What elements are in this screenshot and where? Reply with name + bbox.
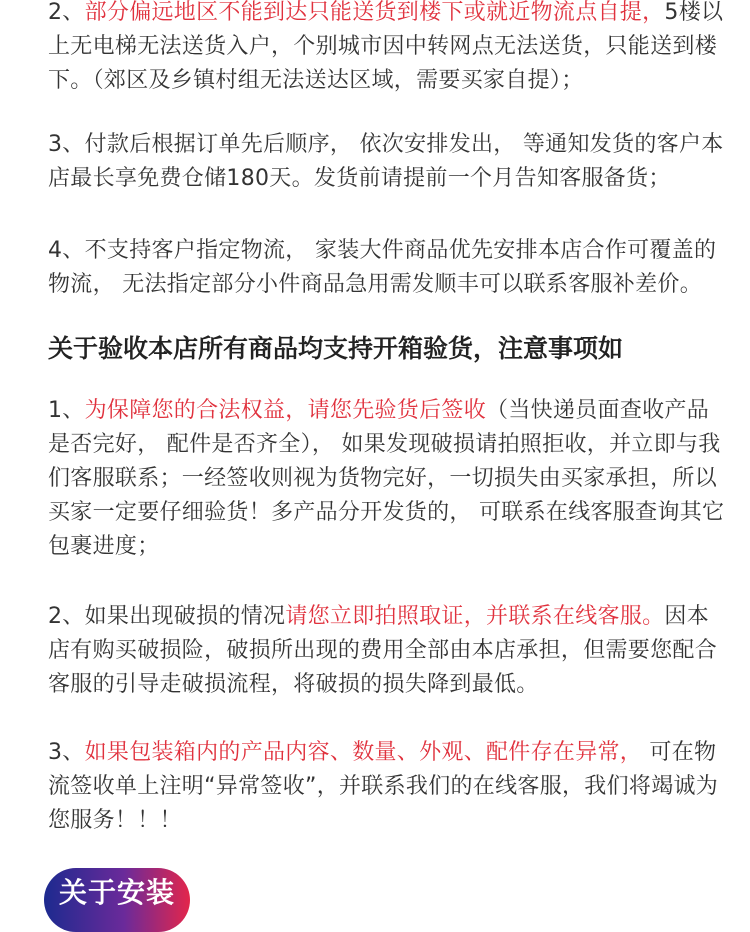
highlight-text: 为保障您的合法权益，请您先验货后签收	[84, 398, 487, 423]
shipping-item-3: 3、付款后根据订单先后顺序， 依次安排发出， 等通知发货的客户本店最长享免费仓储180天。发货前请提前一个月告知客服备货；	[48, 132, 724, 191]
inspection-heading: 关于验收本店所有商品均支持开箱验货，注意事项如	[48, 334, 624, 363]
inspection-item-1	[48, 394, 728, 564]
install-section-badge: 关于安装	[44, 868, 190, 932]
item-prefix: 2、如果出现破损的情况	[48, 604, 286, 629]
inspection-item-2	[48, 600, 728, 702]
highlight-text: 部分偏远地区不能到达只能送货到楼下或就近物流点自提，	[84, 0, 665, 25]
highlight-text: 请您立即拍照取证，并联系在线客服。	[285, 604, 665, 629]
highlight-text: 如果包装箱内的产品内容、数量、外观、配件存在异常，	[84, 740, 643, 765]
item-text: 因本店有购买破损险，破损所出现的费用全部由本店承担，但需要您配合客服的引导走破损流程，将破损的损失降到最低。	[48, 604, 718, 697]
item-text: 可在物流签收单上注明“异常签收”，并联系我们的在线客服，我们将竭诚为您服务！！！	[48, 740, 719, 833]
shipping-item-2	[48, 0, 728, 98]
item-text: （当快递员面查收产品是否完好， 配件是否齐全）， 如果发现破损请拍照拒收，并立即与我们客服联系；一经签收则视为货物完好，一切损失由买家承担，所以买家一定要仔细验货！多产品分开发货的， 可联系在线客服查询其它包裹进度；	[48, 398, 725, 559]
item-prefix: 2、	[48, 0, 85, 25]
shipping-item-4: 4、不支持客户指定物流， 家装大件商品优先安排本店合作可覆盖的物流， 无法指定部分小件商品急用需发顺丰可以联系客服补差价。	[48, 238, 717, 297]
inspection-item-3	[48, 736, 728, 838]
item-prefix: 3、	[48, 740, 85, 765]
item-prefix: 1、	[48, 398, 85, 423]
item-text: 5楼以上无电梯无法送货入户，个别城市因中转网点无法送货，只能送到楼下。（郊区及乡镇村组无法送达区域，需要买家自提）；	[48, 0, 724, 93]
